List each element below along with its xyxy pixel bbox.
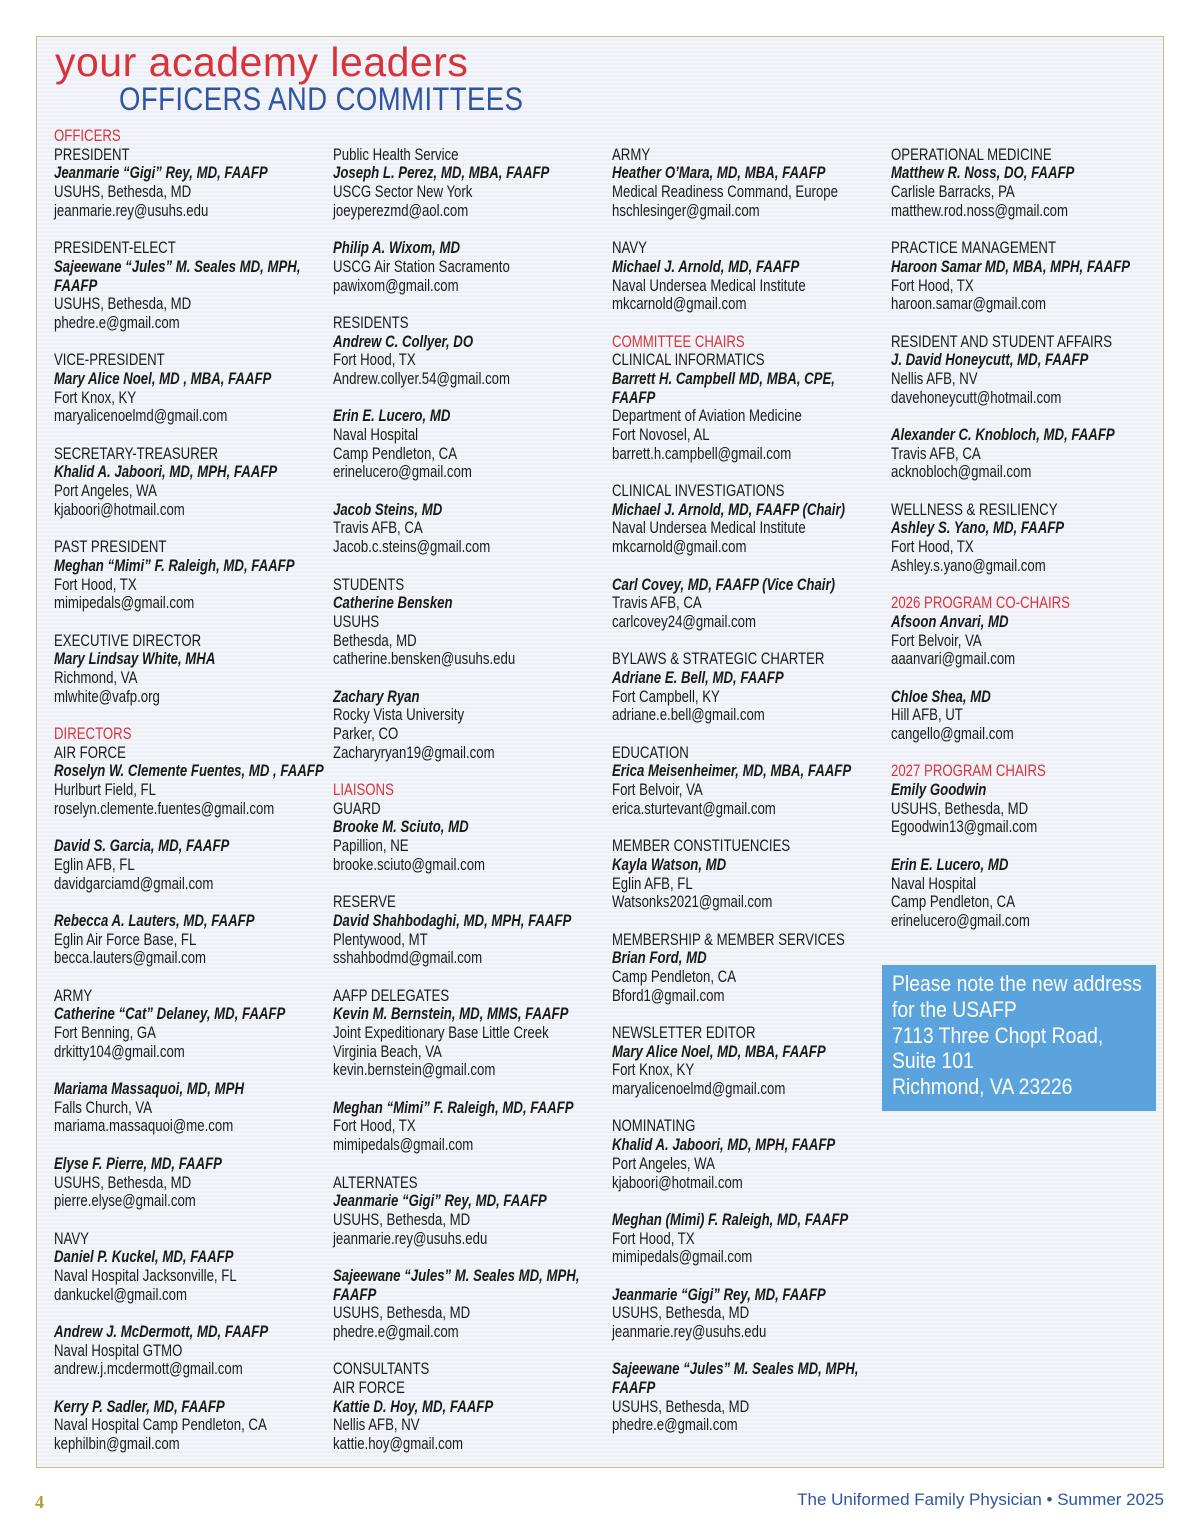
spacer xyxy=(891,220,1163,239)
role-label: AAFP DELEGATES xyxy=(333,986,450,1005)
member-detail: USUHS xyxy=(333,612,380,631)
member-detail: Bethesda, MD xyxy=(333,631,417,650)
member-detail: Naval Hospital GTMO xyxy=(54,1341,183,1360)
spacer xyxy=(891,482,1163,501)
member-detail: andrew.j.mcdermott@gmail.com xyxy=(54,1360,243,1379)
member-name: Brian Ford, MD xyxy=(612,949,707,968)
spacer xyxy=(891,127,1163,146)
notice-line: Suite 101 xyxy=(892,1048,974,1074)
member-detail: Hill AFB, UT xyxy=(891,706,963,725)
spacer xyxy=(612,127,884,146)
member-detail: Andrew.collyer.54@gmail.com xyxy=(333,369,511,388)
spacer xyxy=(891,669,1163,688)
member-name: Mary Lindsay White, MHA xyxy=(54,650,216,669)
role-label: GUARD xyxy=(333,799,381,818)
member-name: Joseph L. Perez, MD, MBA, FAAFP xyxy=(333,164,550,183)
spacer xyxy=(612,220,884,239)
role-label: CONSULTANTS xyxy=(333,1360,430,1379)
spacer xyxy=(54,426,326,445)
member-detail: Travis AFB, CA xyxy=(333,519,423,538)
member-detail: USUHS, Bethesda, MD xyxy=(54,295,192,314)
member-name: Elyse F. Pierre, MD, FAAFP xyxy=(54,1154,222,1173)
member-name: Mary Alice Noel, MD, MBA, FAAFP xyxy=(612,1042,826,1061)
spacer xyxy=(333,295,605,314)
member-detail: mimipedals@gmail.com xyxy=(333,1136,474,1155)
member-name: Jeanmarie “Gigi” Rey, MD, FAAFP xyxy=(333,1192,547,1211)
section-heading: LIAISONS xyxy=(333,781,394,800)
page-frame xyxy=(36,36,1164,1468)
spacer xyxy=(612,314,884,333)
member-detail: roselyn.clemente.fuentes@gmail.com xyxy=(54,799,275,818)
spacer xyxy=(54,1061,326,1080)
spacer xyxy=(891,314,1163,333)
spacer xyxy=(333,389,605,408)
member-name: Kattie D. Hoy, MD, FAAFP xyxy=(333,1397,494,1416)
section-heading: COMMITTEE CHAIRS xyxy=(612,332,745,351)
role-label: PRACTICE MANAGEMENT xyxy=(891,239,1057,258)
member-detail: USUHS, Bethesda, MD xyxy=(54,183,192,202)
member-detail: barrett.h.campbell@gmail.com xyxy=(612,444,792,463)
spacer xyxy=(54,968,326,987)
member-detail: Travis AFB, CA xyxy=(891,444,981,463)
member-detail: jeanmarie.rey@usuhs.edu xyxy=(54,201,209,220)
member-name: Andrew J. McDermott, MD, FAAFP xyxy=(54,1323,269,1341)
column-1 xyxy=(54,127,326,1454)
role-label: SECRETARY-TREASURER xyxy=(54,444,219,463)
role-label: RESERVE xyxy=(333,893,396,912)
member-detail: Medical Readiness Command, Europe xyxy=(612,183,838,202)
member-detail: Fort Benning, GA xyxy=(54,1024,156,1042)
spacer xyxy=(333,968,605,987)
spacer xyxy=(54,893,326,912)
member-detail: Port Angeles, WA xyxy=(54,482,157,501)
member-name: Ashley S. Yano, MD, FAAFP xyxy=(891,519,1065,538)
member-detail: Camp Pendleton, CA xyxy=(333,444,458,463)
spacer xyxy=(612,725,884,744)
notice-line: for the USAFP xyxy=(892,996,1017,1022)
member-detail: Plentywood, MT xyxy=(333,930,428,949)
member-detail: USCG Air Station Sacramento xyxy=(333,257,510,276)
member-name: Sajeewane “Jules” M. Seales MD, MPH, xyxy=(612,1360,859,1379)
member-name: Brooke M. Sciuto, MD xyxy=(333,818,469,837)
spacer xyxy=(612,1342,884,1361)
member-detail: USUHS, Bethesda, MD xyxy=(612,1304,750,1323)
member-detail: Fort Hood, TX xyxy=(333,351,416,370)
member-detail: Fort Belvoir, VA xyxy=(612,781,703,800)
spacer xyxy=(333,127,605,146)
member-detail: drkitty104@gmail.com xyxy=(54,1042,185,1061)
role-label: RESIDENTS xyxy=(333,313,409,332)
member-detail: Naval Hospital Jacksonville, FL xyxy=(54,1266,237,1285)
member-name: Afsoon Anvari, MD xyxy=(891,612,1009,631)
member-detail: Hurlburt Field, FL xyxy=(54,781,156,800)
member-detail: USUHS, Bethesda, MD xyxy=(891,799,1029,818)
page-subtitle: OFFICERS AND COMMITTEES xyxy=(119,81,524,117)
member-detail: kjaboori@hotmail.com xyxy=(612,1173,743,1192)
member-name: Daniel P. Kuckel, MD, FAAFP xyxy=(54,1248,234,1267)
member-name: Erica Meisenheimer, MD, MBA, FAAFP xyxy=(612,762,852,781)
member-detail: USUHS, Bethesda, MD xyxy=(333,1304,471,1323)
member-detail: Public Health Service xyxy=(333,145,459,164)
role-label: NAVY xyxy=(612,239,647,258)
member-detail: aaanvari@gmail.com xyxy=(891,650,1016,669)
member-name: Rebecca A. Lauters, MD, FAAFP xyxy=(54,911,255,930)
section-heading: OFFICERS xyxy=(54,127,121,145)
spacer xyxy=(54,220,326,239)
member-name: David S. Garcia, MD, FAAFP xyxy=(54,837,230,856)
spacer xyxy=(54,1211,326,1230)
member-name: Jacob Steins, MD xyxy=(333,500,443,519)
member-detail: Carlisle Barracks, PA xyxy=(891,183,1015,202)
spacer xyxy=(333,875,605,894)
member-detail: kjaboori@hotmail.com xyxy=(54,500,185,519)
member-detail: Camp Pendleton, CA xyxy=(612,967,737,986)
spacer xyxy=(54,519,326,538)
member-name: Adriane E. Bell, MD, FAAFP xyxy=(612,668,784,687)
spacer xyxy=(612,632,884,651)
member-name: Kevin M. Bernstein, MD, MMS, FAAFP xyxy=(333,1005,569,1024)
member-name: Roselyn W. Clemente Fuentes, MD , FAAFP xyxy=(54,762,324,781)
member-detail: Fort Knox, KY xyxy=(612,1061,695,1080)
member-name: FAAFP xyxy=(612,388,656,407)
member-name: FAAFP xyxy=(54,276,98,295)
member-detail: Travis AFB, CA xyxy=(612,594,702,613)
member-detail: adriane.e.bell@gmail.com xyxy=(612,706,765,725)
member-detail: maryalicenoelmd@gmail.com xyxy=(612,1080,786,1099)
member-detail: hschlesinger@gmail.com xyxy=(612,201,760,220)
spacer xyxy=(333,557,605,576)
member-name: Jeanmarie “Gigi” Rey, MD, FAAFP xyxy=(612,1285,826,1304)
member-name: Catherine “Cat” Delaney, MD, FAAFP xyxy=(54,1005,286,1024)
member-detail: jeanmarie.rey@usuhs.edu xyxy=(612,1323,767,1341)
member-name: Khalid A. Jaboori, MD, MPH, FAAFP xyxy=(54,463,278,482)
role-label: NAVY xyxy=(54,1229,89,1248)
member-detail: Fort Hood, TX xyxy=(333,1117,416,1136)
member-detail: Naval Hospital Camp Pendleton, CA xyxy=(54,1416,267,1435)
member-detail: erinelucero@gmail.com xyxy=(333,463,472,482)
section-heading: DIRECTORS xyxy=(54,725,132,743)
member-name: Sajeewane “Jules” M. Seales MD, MPH, xyxy=(54,257,301,276)
member-detail: mkcarnold@gmail.com xyxy=(612,295,747,314)
member-name: Carl Covey, MD, FAAFP (Vice Chair) xyxy=(612,575,835,594)
member-name: Philip A. Wixom, MD xyxy=(333,239,460,258)
role-label: ARMY xyxy=(54,986,93,1005)
member-name: Meghan “Mimi” F. Raleigh, MD, FAAFP xyxy=(54,556,295,575)
member-name: Sajeewane “Jules” M. Seales MD, MPH, xyxy=(333,1266,580,1285)
role-label: MEMBERSHIP & MEMBER SERVICES xyxy=(612,930,845,949)
member-name: Khalid A. Jaboori, MD, MPH, FAAFP xyxy=(612,1136,836,1155)
member-name: Meghan “Mimi” F. Raleigh, MD, FAAFP xyxy=(333,1098,574,1117)
member-detail: Fort Hood, TX xyxy=(891,538,974,557)
member-detail: mlwhite@vafp.org xyxy=(54,687,160,706)
role-label: AIR FORCE xyxy=(333,1379,405,1398)
member-detail: sshahbodmd@gmail.com xyxy=(333,949,483,968)
member-detail: becca.lauters@gmail.com xyxy=(54,949,207,968)
spacer xyxy=(333,669,605,688)
member-detail: Falls Church, VA xyxy=(54,1098,153,1117)
member-name: Alexander C. Knobloch, MD, FAAFP xyxy=(891,426,1115,444)
spacer xyxy=(54,818,326,837)
member-detail: Rocky Vista University xyxy=(333,706,465,725)
spacer xyxy=(54,333,326,352)
member-name: Mariama Massaquoi, MD, MPH xyxy=(54,1080,244,1099)
member-detail: Papillion, NE xyxy=(333,837,409,856)
member-name: Barrett H. Campbell MD, MBA, CPE, xyxy=(612,369,835,388)
member-detail: phedre.e@gmail.com xyxy=(54,313,180,332)
spacer xyxy=(612,463,884,482)
member-detail: phedre.e@gmail.com xyxy=(333,1323,459,1341)
spacer xyxy=(612,1005,884,1024)
member-detail: Ashley.s.yano@gmail.com xyxy=(891,556,1046,575)
member-detail: Nellis AFB, NV xyxy=(891,369,978,388)
role-label: NOMINATING xyxy=(612,1117,696,1136)
member-detail: USUHS, Bethesda, MD xyxy=(612,1397,750,1416)
role-label: PRESIDENT-ELECT xyxy=(54,239,176,258)
member-detail: phedre.e@gmail.com xyxy=(612,1416,738,1435)
member-detail: Jacob.c.steins@gmail.com xyxy=(333,538,491,557)
spacer xyxy=(54,1379,326,1398)
member-detail: Fort Campbell, KY xyxy=(612,687,720,706)
member-detail: pawixom@gmail.com xyxy=(333,276,459,295)
member-detail: joeyperezmd@aol.com xyxy=(333,201,469,220)
member-name: J. David Honeycutt, MD, FAAFP xyxy=(891,351,1089,370)
publication-footer: The Uniformed Family Physician • Summer 2025 xyxy=(797,1490,1164,1509)
spacer xyxy=(333,1342,605,1361)
role-label: RESIDENT AND STUDENT AFFAIRS xyxy=(891,332,1113,351)
member-detail: matthew.rod.noss@gmail.com xyxy=(891,201,1069,220)
member-detail: erica.sturtevant@gmail.com xyxy=(612,799,776,818)
member-detail: mariama.massaquoi@me.com xyxy=(54,1117,234,1136)
role-label: EXECUTIVE DIRECTOR xyxy=(54,631,202,650)
member-name: Jeanmarie “Gigi” Rey, MD, FAAFP xyxy=(54,164,268,183)
member-detail: pierre.elyse@gmail.com xyxy=(54,1192,196,1211)
role-label: EDUCATION xyxy=(612,743,689,762)
spacer xyxy=(612,1099,884,1118)
member-name: Catherine Bensken xyxy=(333,594,453,613)
section-heading: 2026 PROGRAM CO-CHAIRS xyxy=(891,594,1070,613)
role-label: WELLNESS & RESILIENCY xyxy=(891,500,1058,519)
member-detail: USCG Sector New York xyxy=(333,183,473,202)
member-detail: Joint Expeditionary Base Little Creek xyxy=(333,1024,549,1042)
member-name: FAAFP xyxy=(612,1379,656,1398)
spacer xyxy=(333,1080,605,1099)
member-detail: mimipedals@gmail.com xyxy=(612,1248,753,1267)
member-detail: dankuckel@gmail.com xyxy=(54,1285,187,1304)
page-number: 4 xyxy=(35,1492,44,1512)
member-detail: USUHS, Bethesda, MD xyxy=(54,1173,192,1192)
member-detail: haroon.samar@gmail.com xyxy=(891,295,1046,314)
spacer xyxy=(612,1267,884,1286)
role-label: PAST PRESIDENT xyxy=(54,538,167,557)
member-detail: erinelucero@gmail.com xyxy=(891,911,1030,930)
member-detail: Egoodwin13@gmail.com xyxy=(891,818,1038,837)
member-detail: kevin.bernstein@gmail.com xyxy=(333,1061,496,1080)
spacer xyxy=(333,1155,605,1174)
page-title: your academy leaders xyxy=(55,39,469,85)
member-detail: Fort Knox, KY xyxy=(54,388,137,407)
member-detail: Eglin AFB, FL xyxy=(54,855,135,874)
spacer xyxy=(333,482,605,501)
member-detail: Fort Hood, TX xyxy=(54,575,137,594)
column-2 xyxy=(333,127,605,1454)
spacer xyxy=(54,1304,326,1323)
member-detail: Virginia Beach, VA xyxy=(333,1042,442,1061)
member-name: Kayla Watson, MD xyxy=(612,855,727,874)
member-detail: Parker, CO xyxy=(333,725,399,743)
column-3 xyxy=(612,127,884,1435)
spacer xyxy=(612,557,884,576)
member-name: Zachary Ryan xyxy=(333,687,420,706)
member-name: Heather O’Mara, MD, MBA, FAAFP xyxy=(612,164,826,183)
role-label: NEWSLETTER EDITOR xyxy=(612,1024,756,1042)
spacer xyxy=(333,220,605,239)
column-4 xyxy=(891,127,1163,931)
member-detail: Eglin AFB, FL xyxy=(612,874,693,893)
member-name: Matthew R. Noss, DO, FAAFP xyxy=(891,164,1075,183)
role-label: ALTERNATES xyxy=(333,1173,418,1192)
address-notice xyxy=(882,965,1156,1111)
member-detail: Fort Belvoir, VA xyxy=(891,631,982,650)
member-name: Meghan (Mimi) F. Raleigh, MD, FAAFP xyxy=(612,1210,849,1229)
member-detail: catherine.bensken@usuhs.edu xyxy=(333,650,516,669)
member-detail: kattie.hoy@gmail.com xyxy=(333,1435,464,1454)
member-name: Andrew C. Collyer, DO xyxy=(333,332,474,351)
member-detail: Fort Hood, TX xyxy=(891,276,974,295)
member-name: Kerry P. Sadler, MD, FAAFP xyxy=(54,1397,225,1416)
member-name: Chloe Shea, MD xyxy=(891,687,991,706)
member-detail: carlcovey24@gmail.com xyxy=(612,612,756,631)
member-detail: Naval Hospital xyxy=(333,426,419,444)
role-label: VICE-PRESIDENT xyxy=(54,351,165,370)
member-name: Haroon Samar MD, MBA, MPH, FAAFP xyxy=(891,257,1131,276)
member-name: Mary Alice Noel, MD , MBA, FAAFP xyxy=(54,369,272,388)
member-detail: Zacharyryan19@gmail.com xyxy=(333,743,495,762)
member-name: Michael J. Arnold, MD, FAAFP xyxy=(612,257,800,276)
member-detail: Port Angeles, WA xyxy=(612,1154,715,1173)
notice-line: Richmond, VA 23226 xyxy=(892,1074,1073,1100)
member-name: Emily Goodwin xyxy=(891,781,987,800)
spacer xyxy=(891,576,1163,595)
role-label: CLINICAL INFORMATICS xyxy=(612,351,765,370)
role-label: BYLAWS & STRATEGIC CHARTER xyxy=(612,650,825,669)
spacer xyxy=(333,762,605,781)
member-detail: Bford1@gmail.com xyxy=(612,986,725,1005)
notice-line: Please note the new address xyxy=(892,971,1142,996)
member-detail: Eglin Air Force Base, FL xyxy=(54,930,197,949)
spacer xyxy=(612,1192,884,1211)
spacer xyxy=(891,744,1163,763)
member-detail: Watsonks2021@gmail.com xyxy=(612,893,773,912)
role-label: OPERATIONAL MEDICINE xyxy=(891,145,1052,164)
member-detail: cangello@gmail.com xyxy=(891,725,1014,743)
member-detail: Department of Aviation Medicine xyxy=(612,407,802,426)
role-label: PRESIDENT xyxy=(54,145,130,164)
notice-line: 7113 Three Chopt Road, xyxy=(892,1022,1104,1048)
member-detail: Naval Undersea Medical Institute xyxy=(612,276,806,295)
member-detail: jeanmarie.rey@usuhs.edu xyxy=(333,1229,488,1248)
member-detail: USUHS, Bethesda, MD xyxy=(333,1210,471,1229)
role-label: AIR FORCE xyxy=(54,743,126,762)
section-heading: 2027 PROGRAM CHAIRS xyxy=(891,762,1046,781)
spacer xyxy=(612,912,884,931)
member-detail: Camp Pendleton, CA xyxy=(891,893,1016,912)
spacer xyxy=(333,1248,605,1267)
member-detail: acknobloch@gmail.com xyxy=(891,463,1032,482)
spacer xyxy=(54,1136,326,1155)
member-name: Erin E. Lucero, MD xyxy=(333,407,451,426)
role-label: CLINICAL INVESTIGATIONS xyxy=(612,482,785,501)
member-detail: brooke.sciuto@gmail.com xyxy=(333,855,486,874)
member-name: Erin E. Lucero, MD xyxy=(891,855,1009,874)
member-detail: kephilbin@gmail.com xyxy=(54,1435,180,1454)
spacer xyxy=(54,706,326,725)
member-name: FAAFP xyxy=(333,1285,377,1304)
member-detail: davidgarciamd@gmail.com xyxy=(54,874,214,893)
member-detail: mimipedals@gmail.com xyxy=(54,594,195,613)
member-detail: Nellis AFB, NV xyxy=(333,1416,420,1435)
role-label: STUDENTS xyxy=(333,575,405,594)
member-detail: Richmond, VA xyxy=(54,668,138,687)
member-detail: Fort Novosel, AL xyxy=(612,426,710,444)
role-label: MEMBER CONSTITUENCIES xyxy=(612,837,791,856)
spacer xyxy=(891,407,1163,426)
member-detail: Fort Hood, TX xyxy=(612,1229,695,1248)
spacer xyxy=(612,818,884,837)
member-detail: davehoneycutt@hotmail.com xyxy=(891,388,1062,407)
member-detail: Naval Undersea Medical Institute xyxy=(612,519,806,538)
role-label: ARMY xyxy=(612,145,651,164)
member-detail: Naval Hospital xyxy=(891,874,977,893)
spacer xyxy=(891,837,1163,856)
member-name: David Shahbodaghi, MD, MPH, FAAFP xyxy=(333,911,572,930)
member-detail: maryalicenoelmd@gmail.com xyxy=(54,407,228,426)
spacer xyxy=(54,613,326,632)
member-detail: mkcarnold@gmail.com xyxy=(612,538,747,557)
member-name: Michael J. Arnold, MD, FAAFP (Chair) xyxy=(612,500,845,519)
